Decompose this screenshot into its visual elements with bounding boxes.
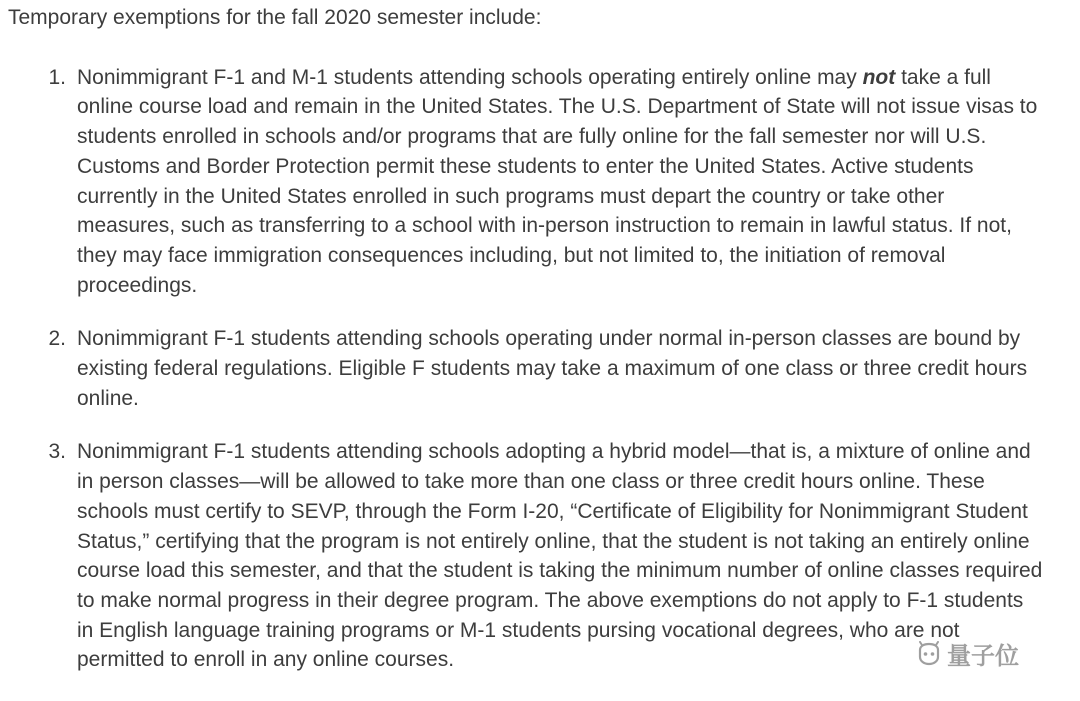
watermark-label: 量子位 (947, 643, 1019, 670)
emphasis-not: not (862, 65, 896, 89)
list-item-1-text-before: Nonimmigrant F-1 and M-1 students attending schools operating entirely online may (77, 65, 863, 89)
exemption-list (8, 63, 1046, 675)
list-item-2 (8, 324, 1046, 413)
list-item-3-number: 3. (48, 440, 66, 464)
list-item-1 (8, 63, 1046, 301)
list-item-2-number: 2. (48, 327, 66, 351)
list-item-1-text (77, 63, 1045, 301)
list-item-3-text: Nonimmigrant F-1 students attending schools adopting a hybrid model—that is, a mixture of online and in person classes—will be allowed to take more than one class or three credit hours online. These schools must certify to SEVP, through the Form I-20, “Certificate of Eligibility for Nonimmigrant Student Status,” certifying that the program is not entirely online, that the student is not taking an entirely online course load this semester, and that the student is taking the minimum number of online classes required to make normal progress in their degree program. The above exemptions do not apply to F-1 students in English language training programs or M-1 students pursing vocational degrees, who are not permitted to enroll in any online courses. (77, 440, 1043, 672)
list-item-2-text: Nonimmigrant F-1 students attending schools operating under normal in-person classes are bound by existing federal regulations. Eligible F students may take a maximum of one class or three credit hours online. (77, 327, 1028, 410)
intro-line: Temporary exemptions for the fall 2020 semester include: (8, 6, 542, 29)
list-item-1-number: 1. (48, 65, 66, 89)
list-item-3 (8, 437, 1046, 675)
list-item-1-text-after: take a full online course load and remain in the United States. The U.S. Department of State will not issue visas to students enrolled in schools and/or programs that are fully online for the fall semester nor will U.S. Customs and Border Protection permit these students to enter the United States. Active students currently in the United States enrolled in such programs must depart the country or take other measures, such as transferring to a school with in-person instruction to remain in lawful status. If not, they may face immigration consequences including, but not limited to, the initiation of removal proceedings. (77, 65, 1038, 297)
